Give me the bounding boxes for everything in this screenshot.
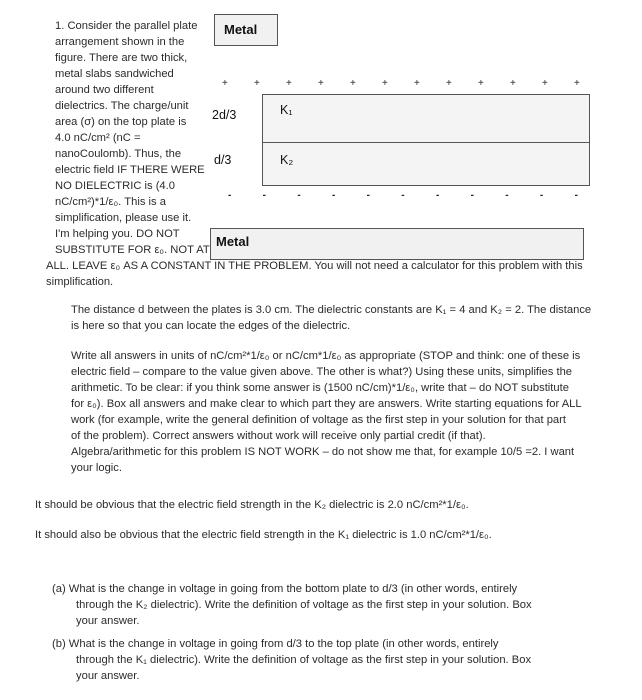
instruction-line: work (for example, write the general definition of voltage as the first step in your solution for that part: [71, 414, 566, 426]
obvious-k1-statement: [35, 527, 605, 543]
positive-charge-row: [222, 76, 580, 92]
intro-line: 1. Consider the parallel plate: [55, 20, 198, 32]
plus-sign: +: [446, 78, 452, 89]
instruction-line: for ε₀). Box all answers and make clear to which part they are answers. Write starting equations for ALL: [71, 398, 582, 410]
part-a-line: your answer.: [76, 615, 140, 627]
capacitor-figure: [210, 10, 630, 260]
instruction-line: Write all answers in units of nC/cm²*1/ε₀ or nC/cm*1/ε₀ as appropriate (STOP and think: one of these is: [71, 350, 581, 362]
intro-continuation-line: simplification.: [46, 276, 114, 288]
instruction-line: of the problem). Correct answers without work will receive only partial credit (if that).: [71, 430, 486, 442]
problem-intro: [55, 18, 210, 258]
intro-line: around two different: [55, 84, 154, 96]
minus-sign: -: [228, 190, 232, 201]
obvious-k2-text: It should be obvious that the electric field strength in the K₂ dielectric is 2.0 nC/cm²*1/ε₀.: [35, 499, 469, 511]
part-b-line: (b) What is the change in voltage in going from d/3 to the top plate (in other words, entirely: [52, 638, 499, 650]
intro-line: nanoCoulomb). Thus, the: [55, 148, 182, 160]
intro-line: NO DIELECTRIC is (4.0: [55, 180, 175, 192]
instruction-line: your logic.: [71, 462, 122, 474]
plus-sign: +: [382, 78, 388, 89]
intro-line: figure. There are two thick,: [55, 52, 188, 64]
obvious-k1-text: It should also be obvious that the electric field strength in the K₁ dielectric is 1.0 nC/cm²*1/ε₀.: [35, 529, 492, 541]
plus-sign: +: [510, 78, 516, 89]
k1-label: K₁: [280, 103, 293, 117]
intro-line: nC/cm²)*1/ε₀. This is a: [55, 196, 166, 208]
top-metal-label: Metal: [224, 22, 258, 37]
distance-line: is here so that you can locate the edges of the dielectric.: [71, 320, 351, 332]
distance-paragraph: [71, 302, 601, 334]
minus-sign: -: [401, 190, 405, 201]
intro-line: simplification, please use it.: [55, 212, 192, 224]
intro-line: electric field IF THERE WERE: [55, 164, 205, 176]
intro-line: SUBSTITUTE FOR ε₀. NOT AT: [55, 244, 210, 256]
k1-dielectric: [262, 94, 590, 144]
intro-line: I'm helping you. DO NOT: [55, 228, 180, 240]
k2-dielectric: [262, 142, 590, 186]
instruction-line: electric field – compare to the value given above. The other is what?) Using these units, simplifies the: [71, 366, 573, 378]
part-b: [52, 636, 612, 684]
plus-sign: +: [318, 78, 324, 89]
part-a-line: (a) What is the change in voltage in going from the bottom plate to d/3 (in other words, entirely: [52, 583, 518, 595]
plus-sign: +: [478, 78, 484, 89]
bottom-metal-slab: [210, 228, 584, 260]
negative-charge-row: [228, 188, 578, 204]
minus-sign: -: [470, 190, 474, 201]
intro-line: dielectrics. The charge/unit: [55, 100, 189, 112]
intro-line: 4.0 nC/cm² (nC =: [55, 132, 141, 144]
minus-sign: -: [574, 190, 578, 201]
bottom-metal-label: Metal: [216, 234, 250, 249]
intro-line: arrangement shown in the: [55, 36, 185, 48]
height-d3-label: d/3: [214, 153, 232, 167]
minus-sign: -: [297, 190, 301, 201]
part-a-line: through the K₂ dielectric). Write the definition of voltage as the first step in your solution. Box: [76, 599, 532, 611]
minus-sign: -: [435, 190, 440, 201]
part-a: [52, 581, 612, 629]
k2-label: K₂: [280, 153, 294, 167]
intro-line: metal slabs sandwiched: [55, 68, 174, 80]
instructions-paragraph: [71, 348, 601, 476]
part-b-line: through the K₁ dielectric). Write the definition of voltage as the first step in your solution. Box: [76, 654, 532, 666]
minus-sign: -: [262, 190, 266, 201]
plus-sign: +: [542, 78, 548, 89]
part-b-line: your answer.: [76, 670, 140, 682]
plus-sign: +: [254, 78, 260, 89]
obvious-k2-statement: [35, 497, 605, 513]
height-2d3-label: 2d/3: [212, 108, 237, 122]
intro-continuation-line: ALL. LEAVE ε₀ AS A CONSTANT IN THE PROBLEM. You will not need a calculator for this problem with this: [46, 260, 583, 272]
minus-sign: -: [505, 190, 509, 201]
plus-sign: +: [286, 78, 292, 89]
plus-sign: +: [414, 78, 420, 89]
plus-sign: +: [222, 78, 228, 89]
minus-sign: -: [539, 190, 544, 201]
instruction-line: Algebra/arithmetic for this problem IS NOT WORK – do not show me that, for example 10/5 =2. I want: [71, 446, 575, 458]
intro-line: area (σ) on the top plate is: [55, 116, 187, 128]
minus-sign: -: [366, 190, 370, 201]
instruction-line: arithmetic. To be clear: if you think some answer is (1500 nC/cm)*1/ε₀, write that – do NOT substitute: [71, 382, 569, 394]
distance-line: The distance d between the plates is 3.0 cm. The dielectric constants are K₁ = 4 and K₂ = 2. The distance: [71, 304, 592, 316]
intro-continuation: [46, 258, 616, 290]
plus-sign: +: [350, 78, 356, 89]
plus-sign: +: [574, 78, 580, 89]
minus-sign: -: [331, 190, 336, 201]
